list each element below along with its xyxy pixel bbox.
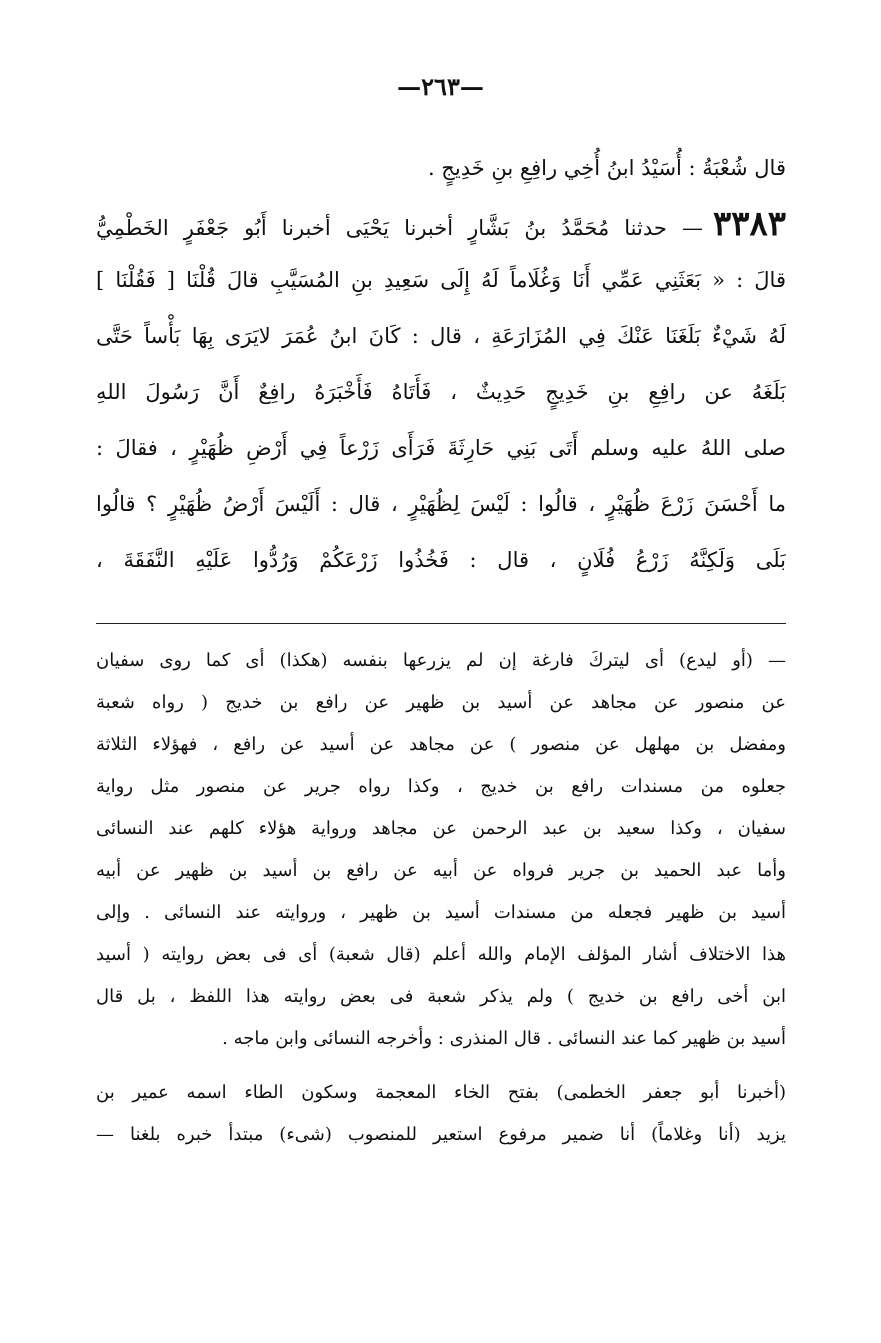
hadith-line: لَهُ شَيْءٌ بَلَغَنَا عَنْكَ فِي المُزَارَعَةِ ، قال : كَانَ ابنُ عُمَرَ لايَرَى بِهَا بَأْساً حَتَّى	[96, 324, 786, 348]
commentary-line: ومفضل بن مهلهل عن منصور ) عن مجاهد عن أسيد عن رافع ، فهؤلاء الثلاثة	[96, 734, 786, 755]
hadith-line: صلى اللهُ عليه وسلم أَتَى بَنِي حَارِثَةَ فَرَأَى زَرْعاً فِي أَرْضِ ظُهَيْرٍ ، فقالَ :	[96, 436, 786, 460]
paragraph-gap	[96, 1060, 786, 1072]
hadith-line: قالَ : « بَعَثَنِي عَمِّي أَنَا وَغُلَاماً لَهُ إِلَى سَعِيدِ بنِ المُسَيَّبِ قالَ قُلْنَا [ فَقُلْنَا ]	[96, 268, 786, 292]
page-number: —٢٦٣—	[397, 72, 484, 101]
commentary-line: أسيد بن ظهير فجعله من مسندات أسيد بن ظهير ، وروايته عند النسائى . وإلى	[96, 902, 786, 923]
commentary-line: هذا الاختلاف أشار المؤلف الإمام والله أعلم (قال شعبة) أى فى بعض روايته ( أسيد	[96, 944, 786, 965]
hadith-text	[96, 140, 786, 588]
commentary-line: (أخبرنا أبو جعفر الخطمى) بفتح الخاء المعجمة وسكون الطاء اسمه عمير بن	[96, 1082, 786, 1103]
commentary-line: سفيان ، وكذا سعيد بن عبد الرحمن عن مجاهد ورواية هؤلاء كلهم عند النسائى	[96, 818, 786, 839]
hadith-number: ٣٣٨٣	[712, 204, 786, 244]
commentary-line: جعلوه من مسندات رافع بن خديج ، وكذا رواه جرير عن منصور مثل رواية	[96, 776, 786, 797]
hadith-line: بَلَى وَلَكِنَّهُ زَرْعُ فُلَانٍ ، قال : فَخُذُوا زَرْعَكُمْ وَرُدُّوا عَلَيْهِ النَّفَقَةَ ،	[96, 548, 786, 572]
hadith-header-line	[96, 196, 786, 252]
commentary-line: وأما عبد الحميد بن جرير فرواه عن أبيه عن رافع بن أسيد بن ظهير عن أبيه	[96, 860, 786, 881]
commentary-text	[96, 640, 786, 1156]
hadith-line: بَلَغَهُ عن رافِعِ بنِ خَدِيجٍ حَدِيثٌ ، فَأَتَاهُ فَأَخْبَرَهُ رافِعٌ أَنَّ رَسُولَ اللهِ	[96, 380, 786, 404]
commentary-line: — (أو ليدع) أى ليتركَ فارغة إن لم يزرعها بنفسه (هكذا) أى كما روى سفيان	[96, 650, 786, 671]
commentary-line: عن منصور عن مجاهد عن أسيد بن ظهير عن رافع بن خديج ( رواه شعبة	[96, 692, 786, 713]
commentary-line: أسيد بن ظهير كما عند النسائى . قال المنذرى : وأخرجه النسائى وابن ماجه .	[222, 1028, 786, 1049]
hadith-first-line: قال شُعْبَةُ : أُسَيْدُ ابنُ أُخِي رافِعِ بنِ خَدِيجٍ .	[427, 156, 786, 180]
hadith-intro: — حدثنا مُحَمَّدُ بنُ بَشَّارٍ أخبرنا يَحْيَى أخبرنا أَبُو جَعْفَرٍ الخَطْمِيُّ	[96, 216, 703, 240]
hadith-line: ما أَحْسَنَ زَرْعَ ظُهَيْرٍ ، قالُوا : لَيْسَ لِظُهَيْرٍ ، قال : أَلَيْسَ أَرْضُ ظُهَيْرٍ ؟ قالُوا	[96, 492, 786, 516]
commentary-line: ابن أخى رافع بن خديج ) ولم يذكر شعبة فى بعض روايته هذا اللفظ ، بل قال	[96, 986, 786, 1007]
footnote-divider	[96, 623, 786, 624]
commentary-line: يزيد (أنا وغلاماً) أنا ضمير مرفوع استعير للمنصوب (شىء) مبتدأ خبره بلغنا —	[96, 1124, 786, 1145]
